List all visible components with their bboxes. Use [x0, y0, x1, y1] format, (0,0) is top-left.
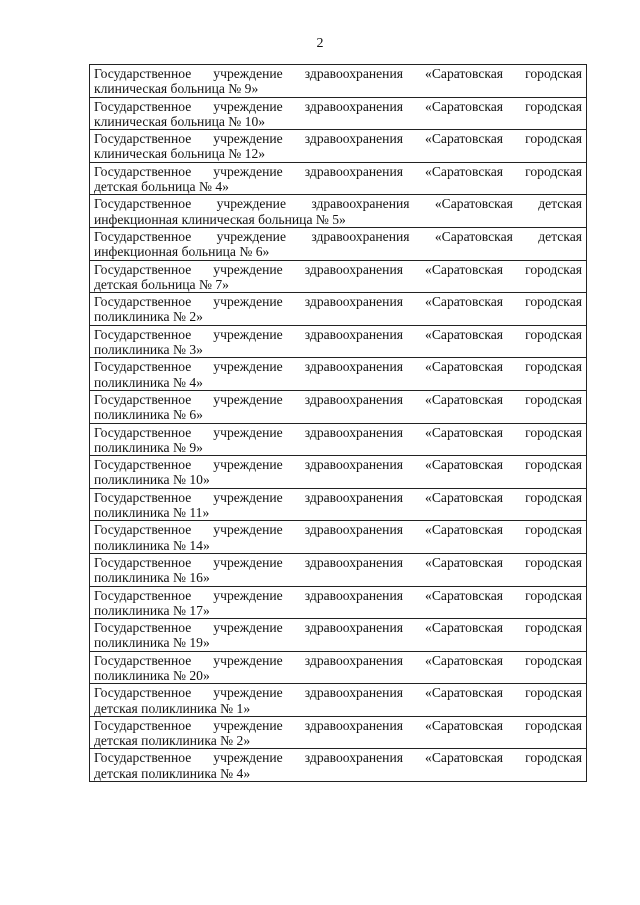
institution-name-line1: Государственное учреждение здравоохранения «Саратовская городская	[94, 261, 582, 277]
institution-name-cell	[90, 716, 587, 749]
institution-name-cell	[90, 586, 587, 619]
institution-name-line1: Государственное учреждение здравоохранения «Саратовская городская	[94, 359, 582, 375]
institution-name-line2: инфекционная клиническая больница № 5»	[94, 211, 346, 227]
institution-name-line2: поликлиника № 16»	[94, 570, 210, 586]
institution-name-line1: Государственное учреждение здравоохранения «Саратовская городская	[94, 620, 582, 636]
institution-name-line1: Государственное учреждение здравоохранения «Саратовская городская	[94, 522, 582, 538]
institution-name-line2: детская поликлиника № 1»	[94, 700, 251, 716]
institution-name-line2: поликлиника № 9»	[94, 439, 203, 455]
institution-name-line2: поликлиника № 3»	[94, 342, 203, 358]
table-row	[90, 521, 587, 554]
institution-name-cell	[90, 260, 587, 293]
institution-name-cell	[90, 456, 587, 489]
institution-name-cell	[90, 358, 587, 391]
institution-name-cell	[90, 227, 587, 260]
table-row	[90, 358, 587, 391]
table-row	[90, 423, 587, 456]
institution-name-line1: Государственное учреждение здравоохранения «Саратовская городская	[94, 587, 582, 603]
institution-name-cell	[90, 325, 587, 358]
institution-name-cell	[90, 130, 587, 163]
table-row	[90, 716, 587, 749]
table-row	[90, 325, 587, 358]
table-row	[90, 553, 587, 586]
table-row	[90, 390, 587, 423]
institution-name-line2: поликлиника № 6»	[94, 407, 203, 423]
institution-name-cell	[90, 749, 587, 782]
table-row	[90, 749, 587, 782]
institution-name-line1: Государственное учреждение здравоохранения «Саратовская городская	[94, 424, 582, 440]
table-row	[90, 162, 587, 195]
institution-name-line2: поликлиника № 2»	[94, 309, 203, 325]
institution-name-cell	[90, 195, 587, 228]
institution-name-cell	[90, 553, 587, 586]
institution-name-line2: поликлиника № 17»	[94, 602, 210, 618]
institution-name-line1: Государственное учреждение здравоохранения «Саратовская городская	[94, 294, 582, 310]
institution-name-cell	[90, 619, 587, 652]
institutions-table	[89, 64, 587, 782]
table-row	[90, 619, 587, 652]
institution-name-line1: Государственное учреждение здравоохранения «Саратовская городская	[94, 489, 582, 505]
table-row	[90, 260, 587, 293]
institution-name-line1: Государственное учреждение здравоохранения «Саратовская городская	[94, 750, 582, 766]
institution-name-cell	[90, 651, 587, 684]
institution-name-line2: поликлиника № 4»	[94, 374, 203, 390]
institution-name-line2: детская больница № 4»	[94, 179, 229, 195]
institution-name-cell	[90, 162, 587, 195]
institution-name-line2: поликлиника № 10»	[94, 472, 210, 488]
page-number: 2	[316, 36, 324, 51]
institution-name-line1: Государственное учреждение здравоохранения «Саратовская городская	[94, 163, 582, 179]
institution-name-cell	[90, 97, 587, 130]
institution-name-line2: клиническая больница № 10»	[94, 113, 266, 129]
institution-name-line1: Государственное учреждение здравоохранения «Саратовская городская	[94, 685, 582, 701]
institution-name-line2: детская поликлиника № 2»	[94, 733, 251, 749]
institution-name-line1: Государственное учреждение здравоохранения «Саратовская детская	[94, 196, 582, 212]
institution-name-line1: Государственное учреждение здравоохранения «Саратовская городская	[94, 457, 582, 473]
institution-name-line1: Государственное учреждение здравоохранения «Саратовская городская	[94, 98, 582, 114]
table-row	[90, 586, 587, 619]
institution-name-line1: Государственное учреждение здравоохранения «Саратовская городская	[94, 326, 582, 342]
institution-name-cell	[90, 65, 587, 98]
institution-name-line2: поликлиника № 14»	[94, 537, 210, 553]
table-row	[90, 130, 587, 163]
institution-name-line1: Государственное учреждение здравоохранения «Саратовская детская	[94, 228, 582, 244]
table-row	[90, 684, 587, 717]
table-row	[90, 227, 587, 260]
institution-name-line2: клиническая больница № 12»	[94, 146, 266, 162]
institution-name-cell	[90, 521, 587, 554]
institution-name-line1: Государственное учреждение здравоохранения «Саратовская городская	[94, 652, 582, 668]
institution-name-cell	[90, 488, 587, 521]
institution-name-line1: Государственное учреждение здравоохранения «Саратовская городская	[94, 131, 582, 147]
institution-name-line1: Государственное учреждение здравоохранения «Саратовская городская	[94, 717, 582, 733]
institution-name-line2: детская больница № 7»	[94, 276, 229, 292]
institutions-table-body	[90, 65, 587, 782]
institution-name-cell	[90, 684, 587, 717]
institution-name-line2: клиническая больница № 9»	[94, 81, 259, 97]
table-row	[90, 456, 587, 489]
institution-name-line2: поликлиника № 20»	[94, 667, 210, 683]
table-row	[90, 651, 587, 684]
institution-name-cell	[90, 423, 587, 456]
institution-name-line2: детская поликлиника № 4»	[94, 765, 251, 781]
institution-name-line2: инфекционная больница № 6»	[94, 244, 270, 260]
table-row	[90, 97, 587, 130]
table-row	[90, 293, 587, 326]
table-row	[90, 488, 587, 521]
institution-name-line2: поликлиника № 11»	[94, 505, 210, 521]
institution-name-cell	[90, 293, 587, 326]
table-row	[90, 195, 587, 228]
institution-name-line2: поликлиника № 19»	[94, 635, 210, 651]
institution-name-line1: Государственное учреждение здравоохранения «Саратовская городская	[94, 66, 582, 81]
institution-name-line1: Государственное учреждение здравоохранения «Саратовская городская	[94, 391, 582, 407]
institution-name-cell	[90, 390, 587, 423]
table-row	[90, 65, 587, 98]
institution-name-line1: Государственное учреждение здравоохранения «Саратовская городская	[94, 554, 582, 570]
